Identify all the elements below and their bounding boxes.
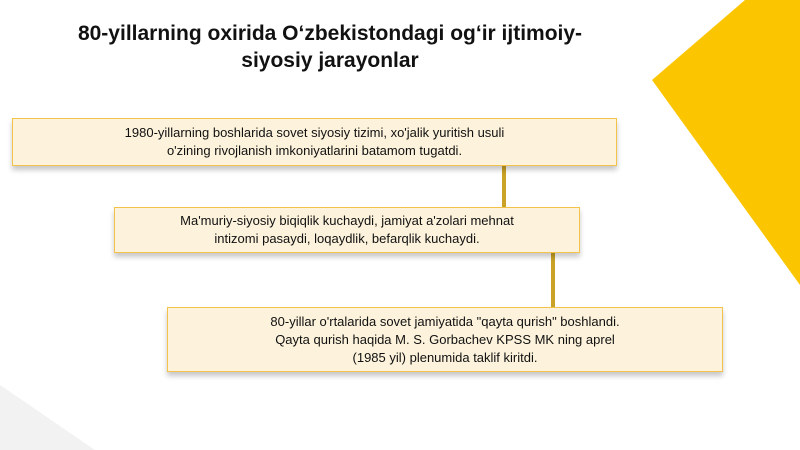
flow-step-3-line-3: (1985 yil) plenumida taklif kiritdi. [352, 349, 538, 365]
connector-line-1 [502, 166, 506, 207]
flow-step-1-line-1: 1980-yillarning boshlarida sovet siyosiy tizimi, xo'jalik yuritish usuli [124, 125, 505, 140]
flow-step-3 [167, 307, 723, 372]
flow-step-2 [114, 207, 580, 253]
flow-step-2-line-2: intizomi pasaydi, loqaydlik, befarqlik kuchaydi. [214, 231, 480, 246]
flow-step-3-line-2: Qayta qurish haqida M. S. Gorbachev KPSS MK ning aprel [275, 331, 615, 347]
slide-title [20, 20, 640, 74]
flow-step-1-line-2: o'zining rivojlanish imkoniyatlarini batamom tugatdi. [166, 143, 463, 158]
flow-step-1 [12, 118, 617, 166]
flow-step-2-line-1: Ma'muriy-siyosiy biqiqlik kuchaydi, jamiyat a'zolari mehnat [180, 213, 514, 228]
yellow-accent-shape [652, 0, 800, 285]
slide-title-line-1: 80-yillarning oxirida O‘zbekistondagi og‘ir ijtimoiy- [77, 22, 583, 45]
slide-title-line-2: siyosiy jarayonlar [241, 49, 419, 72]
corner-shade-shape [0, 385, 95, 450]
connector-line-2 [551, 253, 555, 307]
flow-step-3-line-1: 80-yillar o'rtalarida sovet jamiyatida "qayta qurish" boshlandi. [270, 313, 620, 329]
